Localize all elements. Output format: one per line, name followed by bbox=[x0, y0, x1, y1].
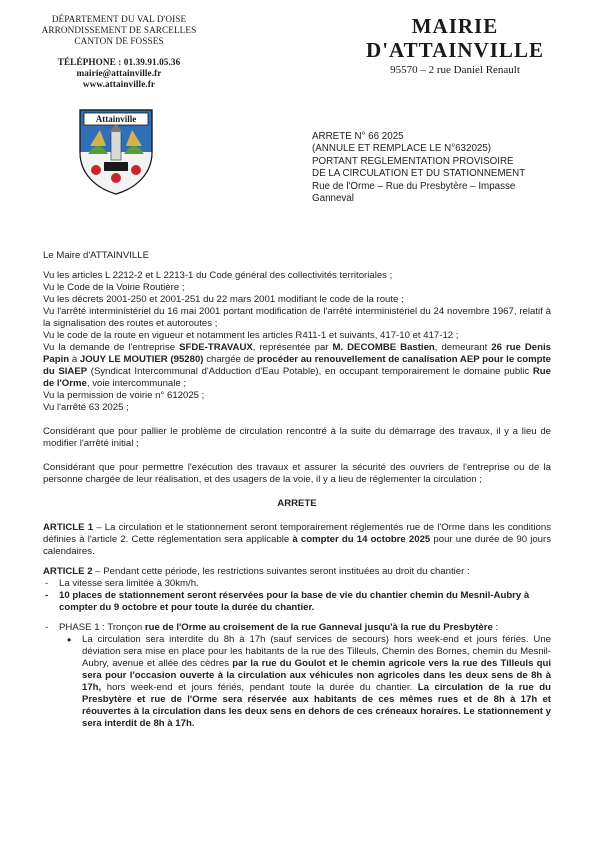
vu-line: Vu l'arrêté 63 2025 ; bbox=[43, 402, 129, 413]
website-link[interactable]: www.attainville.fr bbox=[82, 79, 156, 89]
email-link[interactable]: mairie@attainville.fr bbox=[76, 68, 162, 78]
arrete-streets-cont: Ganneval bbox=[312, 193, 354, 205]
considerant-paragraph: Considérant que pour permettre l'exécution des travaux et assurer la sécurité des ouvriers de l'entreprise ou de la personne chargée de leur réalisation, et des usagers de la voie, il y a lieu de réglementer la circulation ; bbox=[43, 462, 551, 485]
department-header bbox=[16, 14, 222, 90]
arrete-heading: ARRETE bbox=[277, 498, 317, 509]
arrete-title-block bbox=[312, 131, 542, 205]
article-2: ARTICLE 2 – Pendant cette période, les restrictions suivantes seront instituées au droit du chantier : bbox=[43, 566, 470, 577]
maire-line: Le Maire d'ATTAINVILLE bbox=[43, 250, 149, 261]
mairie-town: D'ATTAINVILLE bbox=[366, 38, 544, 62]
arrete-subject-2: DE LA CIRCULATION ET DU STATIONNEMENT bbox=[312, 168, 526, 180]
list-item: - 10 places de stationnement seront réservées pour la base de vie du chantier chemin du Mesnil-Aubry à compter du 9 octobre et pour toute la durée du chantier. bbox=[43, 590, 551, 614]
mairie-title: MAIRIE bbox=[411, 14, 499, 38]
vu-line: Vu les décrets 2001-250 et 2001-251 du 22 mars 2001 modifiant le code de la route ; bbox=[43, 294, 404, 305]
arrondissement-line: ARRONDISSEMENT DE SARCELLES bbox=[41, 25, 197, 35]
department-line: DÉPARTEMENT DU VAL D'OISE bbox=[51, 14, 187, 24]
vu-line: Vu le code de la route en vigueur et notamment les articles R411-1 et suivants, 417-10 et 417-12 ; bbox=[43, 330, 459, 341]
canton-line: CANTON DE FOSSES bbox=[74, 36, 164, 46]
list-item: • La circulation sera interdite du 8h à 17h (sauf services de secours) hors week-end et jours fériés. Une déviation sera mise en place pour les habitants de la rue des Tilleuls, Chemin des Bornes, chemin du Mesnil-Aubry, avenue et allée des cèdres par la rue du Goulot et le chemin agricole vers la rue des Tilleuls qui sera pour l'occasion ouverte à la circulation aux véhicules non agricoles dans les deux sens de 8h à 17h, hors week-end et jours fériés, pendant toute la durée du chantier. La circulation de la rue du Presbytère et rue de l'Orme sera réservée aux habitants de ces mêmes rues et de 8h à 17h et réouvertes à la circulation dans les deux sens en dehors de ces créneaux horaires. Le stationnement y sera interdit de 8h à 17h. bbox=[43, 634, 551, 730]
arrete-subject-1: PORTANT REGLEMENTATION PROVISOIRE bbox=[312, 155, 514, 167]
vu-line: Vu l'arrêté interministériel du 16 mai 2001 portant modification de l'arrêté interministériel du 24 novembre 1967, relatif à la signalisation des routes et autoroutes ; bbox=[43, 306, 551, 329]
vu-line: Vu le Code de la Voirie Routière ; bbox=[43, 282, 185, 293]
town-crest-logo bbox=[78, 108, 154, 196]
mairie-header bbox=[340, 14, 570, 76]
mairie-address: 95570 – 2 rue Daniel Renault bbox=[390, 64, 520, 76]
considerant-paragraph: Considérant que pour pallier le problème de circulation rencontré à la suite du démarrage des travaux, il y a lieu de modifier l'arrêté initial ; bbox=[43, 426, 551, 449]
vu-line: Vu les articles L 2212-2 et L 2213-1 du Code général des collectivités territoriales ; bbox=[43, 270, 393, 281]
restriction-list bbox=[43, 578, 551, 614]
crest-banner-text: Attainville bbox=[95, 114, 137, 124]
arrete-streets: Rue de l'Orme – Rue du Presbytère – Impasse bbox=[312, 180, 516, 192]
list-item: - La vitesse sera limitée à 30km/h. bbox=[43, 578, 551, 590]
document-body bbox=[43, 250, 551, 730]
vu-request: Vu la demande de l'entreprise SFDE-TRAVAUX, représentée par M. DECOMBE Bastien, demeurant 26 rue Denis Papin à JOUY LE MOUTIER (95280) chargée de procéder au renouvellement de canalisation AEP pour le compte du SIAEP (Syndicat Intercommunal d'Adduction d'Eau Potable), en occupant temporairement le domaine public Rue de l'Orme, voie intercommunale ; bbox=[43, 342, 551, 389]
phase-1: - PHASE 1 : Tronçon rue de l'Orme au croisement de la rue Ganneval jusqu'à la rue du Presbytère : bbox=[43, 622, 551, 634]
phase-1-bullets bbox=[43, 634, 551, 730]
vu-line: Vu la permission de voirie n° 612025 ; bbox=[43, 390, 205, 401]
article-1: ARTICLE 1 – La circulation et le stationnement seront temporairement réglementés rue de l'Orme dans les conditions définies à l'article 2. Cette réglementation sera applicable à compter du 14 octobre 2025 pour une durée de 90 jours calendaires. bbox=[43, 522, 552, 557]
phase-list bbox=[43, 622, 551, 634]
arrete-number: ARRETE N° 66 2025 bbox=[312, 131, 404, 142]
phone-line: TÉLÉPHONE : 01.39.91.05.36 bbox=[57, 57, 181, 67]
arrete-replaces: (ANNULE ET REMPLACE LE N°632025) bbox=[312, 143, 492, 155]
